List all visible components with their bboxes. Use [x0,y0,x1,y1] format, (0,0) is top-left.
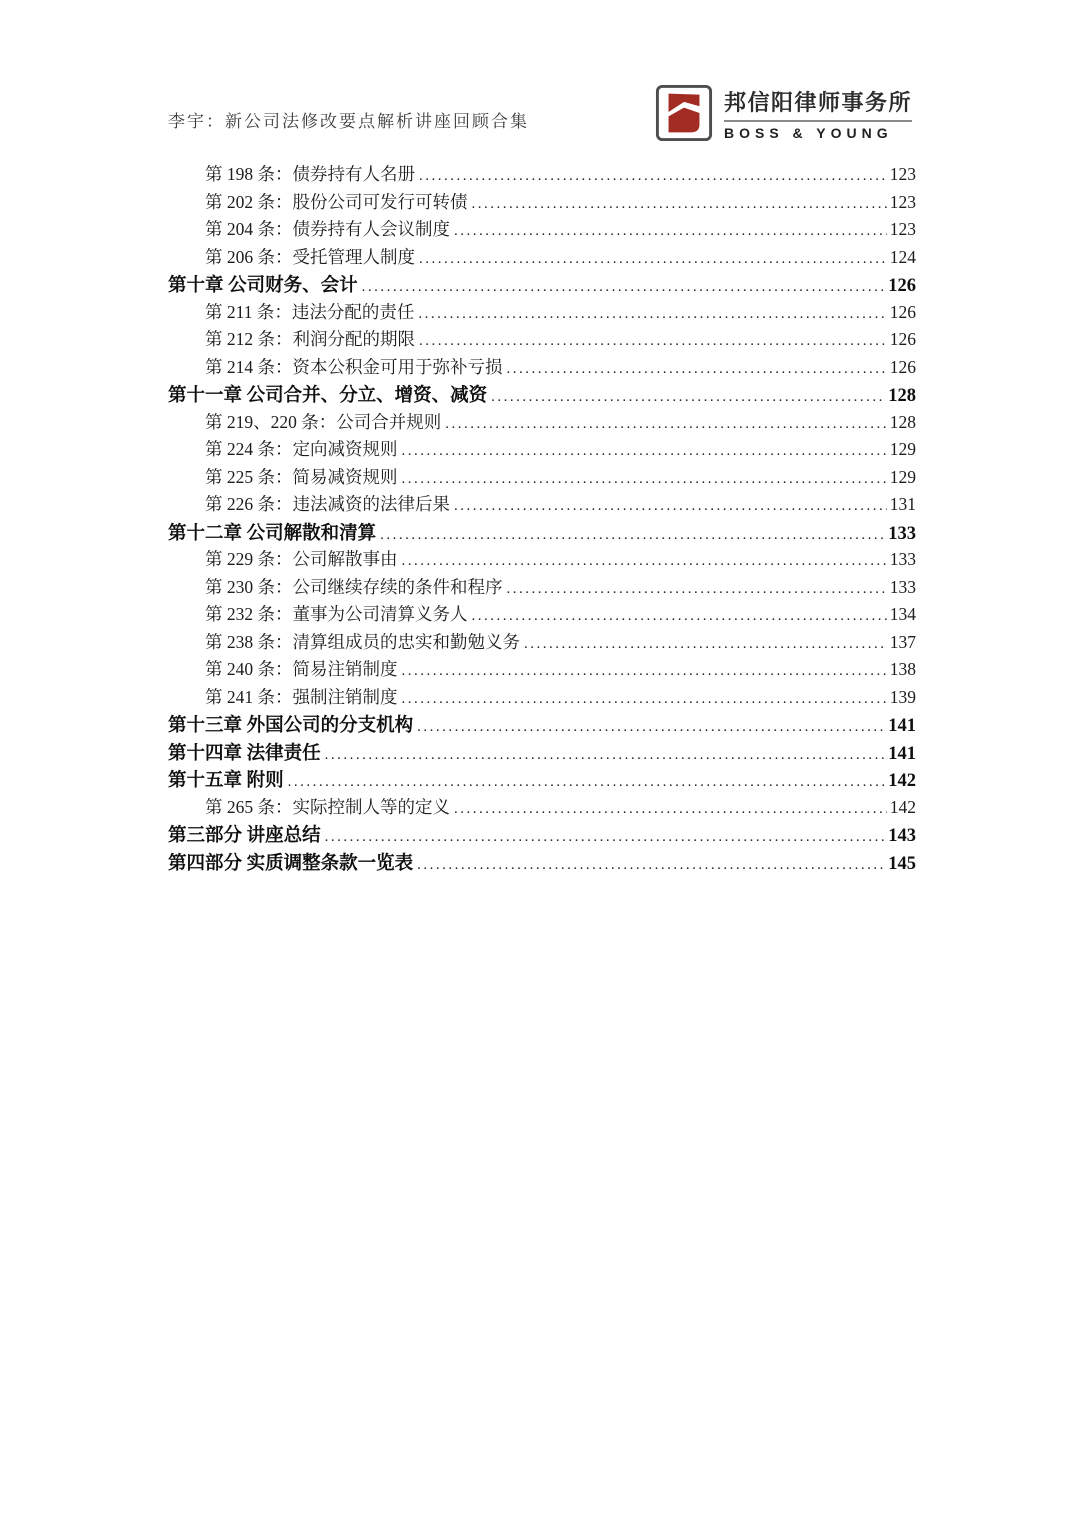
toc-entry-page: 126 [889,356,916,377]
dot-leader [402,439,887,460]
toc-entry-label: 第 214 条：资本公积金可用于弥补亏损 [205,356,503,377]
toc-entry [168,629,916,657]
toc-entry [168,409,916,437]
toc-entry-page: 142 [888,771,916,791]
toc-entry-label: 第 241 条：强制注销制度 [205,686,398,707]
toc-entry [168,821,916,849]
dot-leader [402,549,887,570]
document-title: 李宇：新公司法修改要点解析讲座回顾合集 [168,112,529,131]
toc-entry-label: 第 204 条：债券持有人会议制度 [205,219,450,239]
dot-leader [402,687,887,708]
toc-entry [168,546,916,574]
toc-entry-page: 126 [888,276,916,296]
toc-entry-label: 第 238 条：清算组成员的忠实和勤勉义务 [205,631,520,652]
toc-entry-label: 第十三章 外国公司的分支机构 [168,716,414,736]
toc-entry [168,299,916,327]
toc-entry [168,436,916,464]
dot-leader [288,771,886,792]
dot-leader [524,632,887,653]
firm-name-cn: 邦信阳律师事务所 [723,89,912,115]
dot-leader [454,797,887,818]
dot-leader [454,219,887,240]
toc-entry-label: 第 211 条：违法分配的责任 [205,301,415,322]
toc-entry [168,794,916,822]
toc-entry [168,601,916,629]
dot-leader [507,357,887,378]
toc-entry-page: 138 [889,659,916,679]
dot-leader [402,659,887,680]
toc-entry [168,656,916,684]
toc-entry-label: 第 224 条：定向减资规则 [205,439,398,459]
toc-entry-page: 124 [889,246,916,267]
toc-entry-label: 第 230 条：公司继续存续的条件和程序 [205,576,503,597]
toc-entry-label: 第 206 条：受托管理人制度 [205,246,415,267]
toc-entry-page: 134 [889,604,916,624]
toc-entry [168,711,916,739]
toc-entry [168,216,916,244]
toc-entry-page: 123 [889,164,916,184]
dot-leader [472,192,887,213]
toc-entry-page: 139 [889,686,916,707]
toc-entry-label: 第十一章 公司合并、分立、增资、减资 [168,386,488,406]
dot-leader [445,412,887,433]
toc-entry [168,326,916,354]
dot-leader [380,524,885,545]
toc-entry-page: 137 [889,631,916,652]
toc-entry-label: 第 232 条：董事为公司清算义务人 [205,604,468,624]
dot-leader [419,164,887,185]
firm-name-en: BOSS & YOUNG [723,124,893,141]
dot-leader [417,854,885,875]
dot-leader [325,744,886,765]
toc-entry [168,766,916,794]
logo-divider [724,120,912,122]
toc-entry-label: 第 202 条：股份公司可发行可转债 [205,191,468,212]
firm-logo-text [724,86,912,141]
toc-entry [168,271,916,299]
dot-leader [507,577,887,598]
dot-leader [362,276,886,297]
toc-entry [168,739,916,767]
firm-logo [655,84,912,142]
toc-entry-page: 133 [888,523,916,544]
toc-entry-page: 141 [888,743,916,764]
toc-entry [168,574,916,602]
toc-entry [168,684,916,712]
toc-entry-label: 第 265 条：实际控制人等的定义 [205,796,450,817]
toc-entry-page: 142 [889,796,916,817]
toc-entry [168,519,916,547]
toc-entry [168,189,916,217]
toc-entry-page: 123 [889,191,916,212]
dot-leader [325,826,886,847]
toc-entry [168,464,916,492]
toc-entry-label: 第 212 条：利润分配的期限 [205,329,415,349]
toc-entry-page: 131 [889,494,916,514]
toc-entry-page: 129 [889,466,916,487]
dot-leader [419,247,887,268]
dot-leader [472,604,887,625]
dot-leader [454,494,887,515]
toc-entry-label: 第 225 条：简易减资规则 [205,466,398,487]
toc-entry-page: 123 [889,219,916,239]
toc-entry-page: 133 [889,576,916,597]
boss-young-logo-icon [655,84,713,142]
toc-entry-page: 141 [888,716,916,736]
toc-entry-label: 第四部分 实质调整条款一览表 [168,853,414,874]
toc-entry-page: 128 [889,411,916,432]
toc-entry-page: 133 [889,549,916,569]
page-header [168,84,912,142]
toc-entry-page: 129 [889,439,916,459]
toc-entry [168,244,916,272]
toc-entry-label: 第 198 条：债券持有人名册 [205,164,415,184]
toc-entry-page: 145 [888,853,916,874]
toc-entry-label: 第十章 公司财务、会计 [168,276,358,296]
toc-entry-page: 126 [889,301,916,322]
toc-entry-label: 第 219、220 条：公司合并规则 [205,411,442,432]
toc-entry-label: 第十五章 附则 [168,771,284,791]
dot-leader [402,467,887,488]
dot-leader [491,386,885,407]
toc-entry [168,849,916,877]
toc-entry-label: 第 229 条：公司解散事由 [205,549,398,569]
toc-entry-label: 第 240 条：简易注销制度 [205,659,398,679]
toc-entry-label: 第十四章 法律责任 [168,743,321,764]
toc-entry-label: 第三部分 讲座总结 [168,826,321,846]
dot-leader [418,302,886,323]
toc-entry [168,381,916,409]
dot-leader [417,716,885,737]
toc-entry-label: 第十二章 公司解散和清算 [168,523,377,544]
toc-entry [168,161,916,189]
toc-entry [168,491,916,519]
toc-entry-label: 第 226 条：违法减资的法律后果 [205,494,450,514]
toc-entry [168,354,916,382]
toc-entry-page: 143 [888,826,916,846]
table-of-contents [168,161,916,876]
dot-leader [419,329,887,350]
toc-entry-page: 126 [889,329,916,349]
toc-entry-page: 128 [888,386,916,406]
